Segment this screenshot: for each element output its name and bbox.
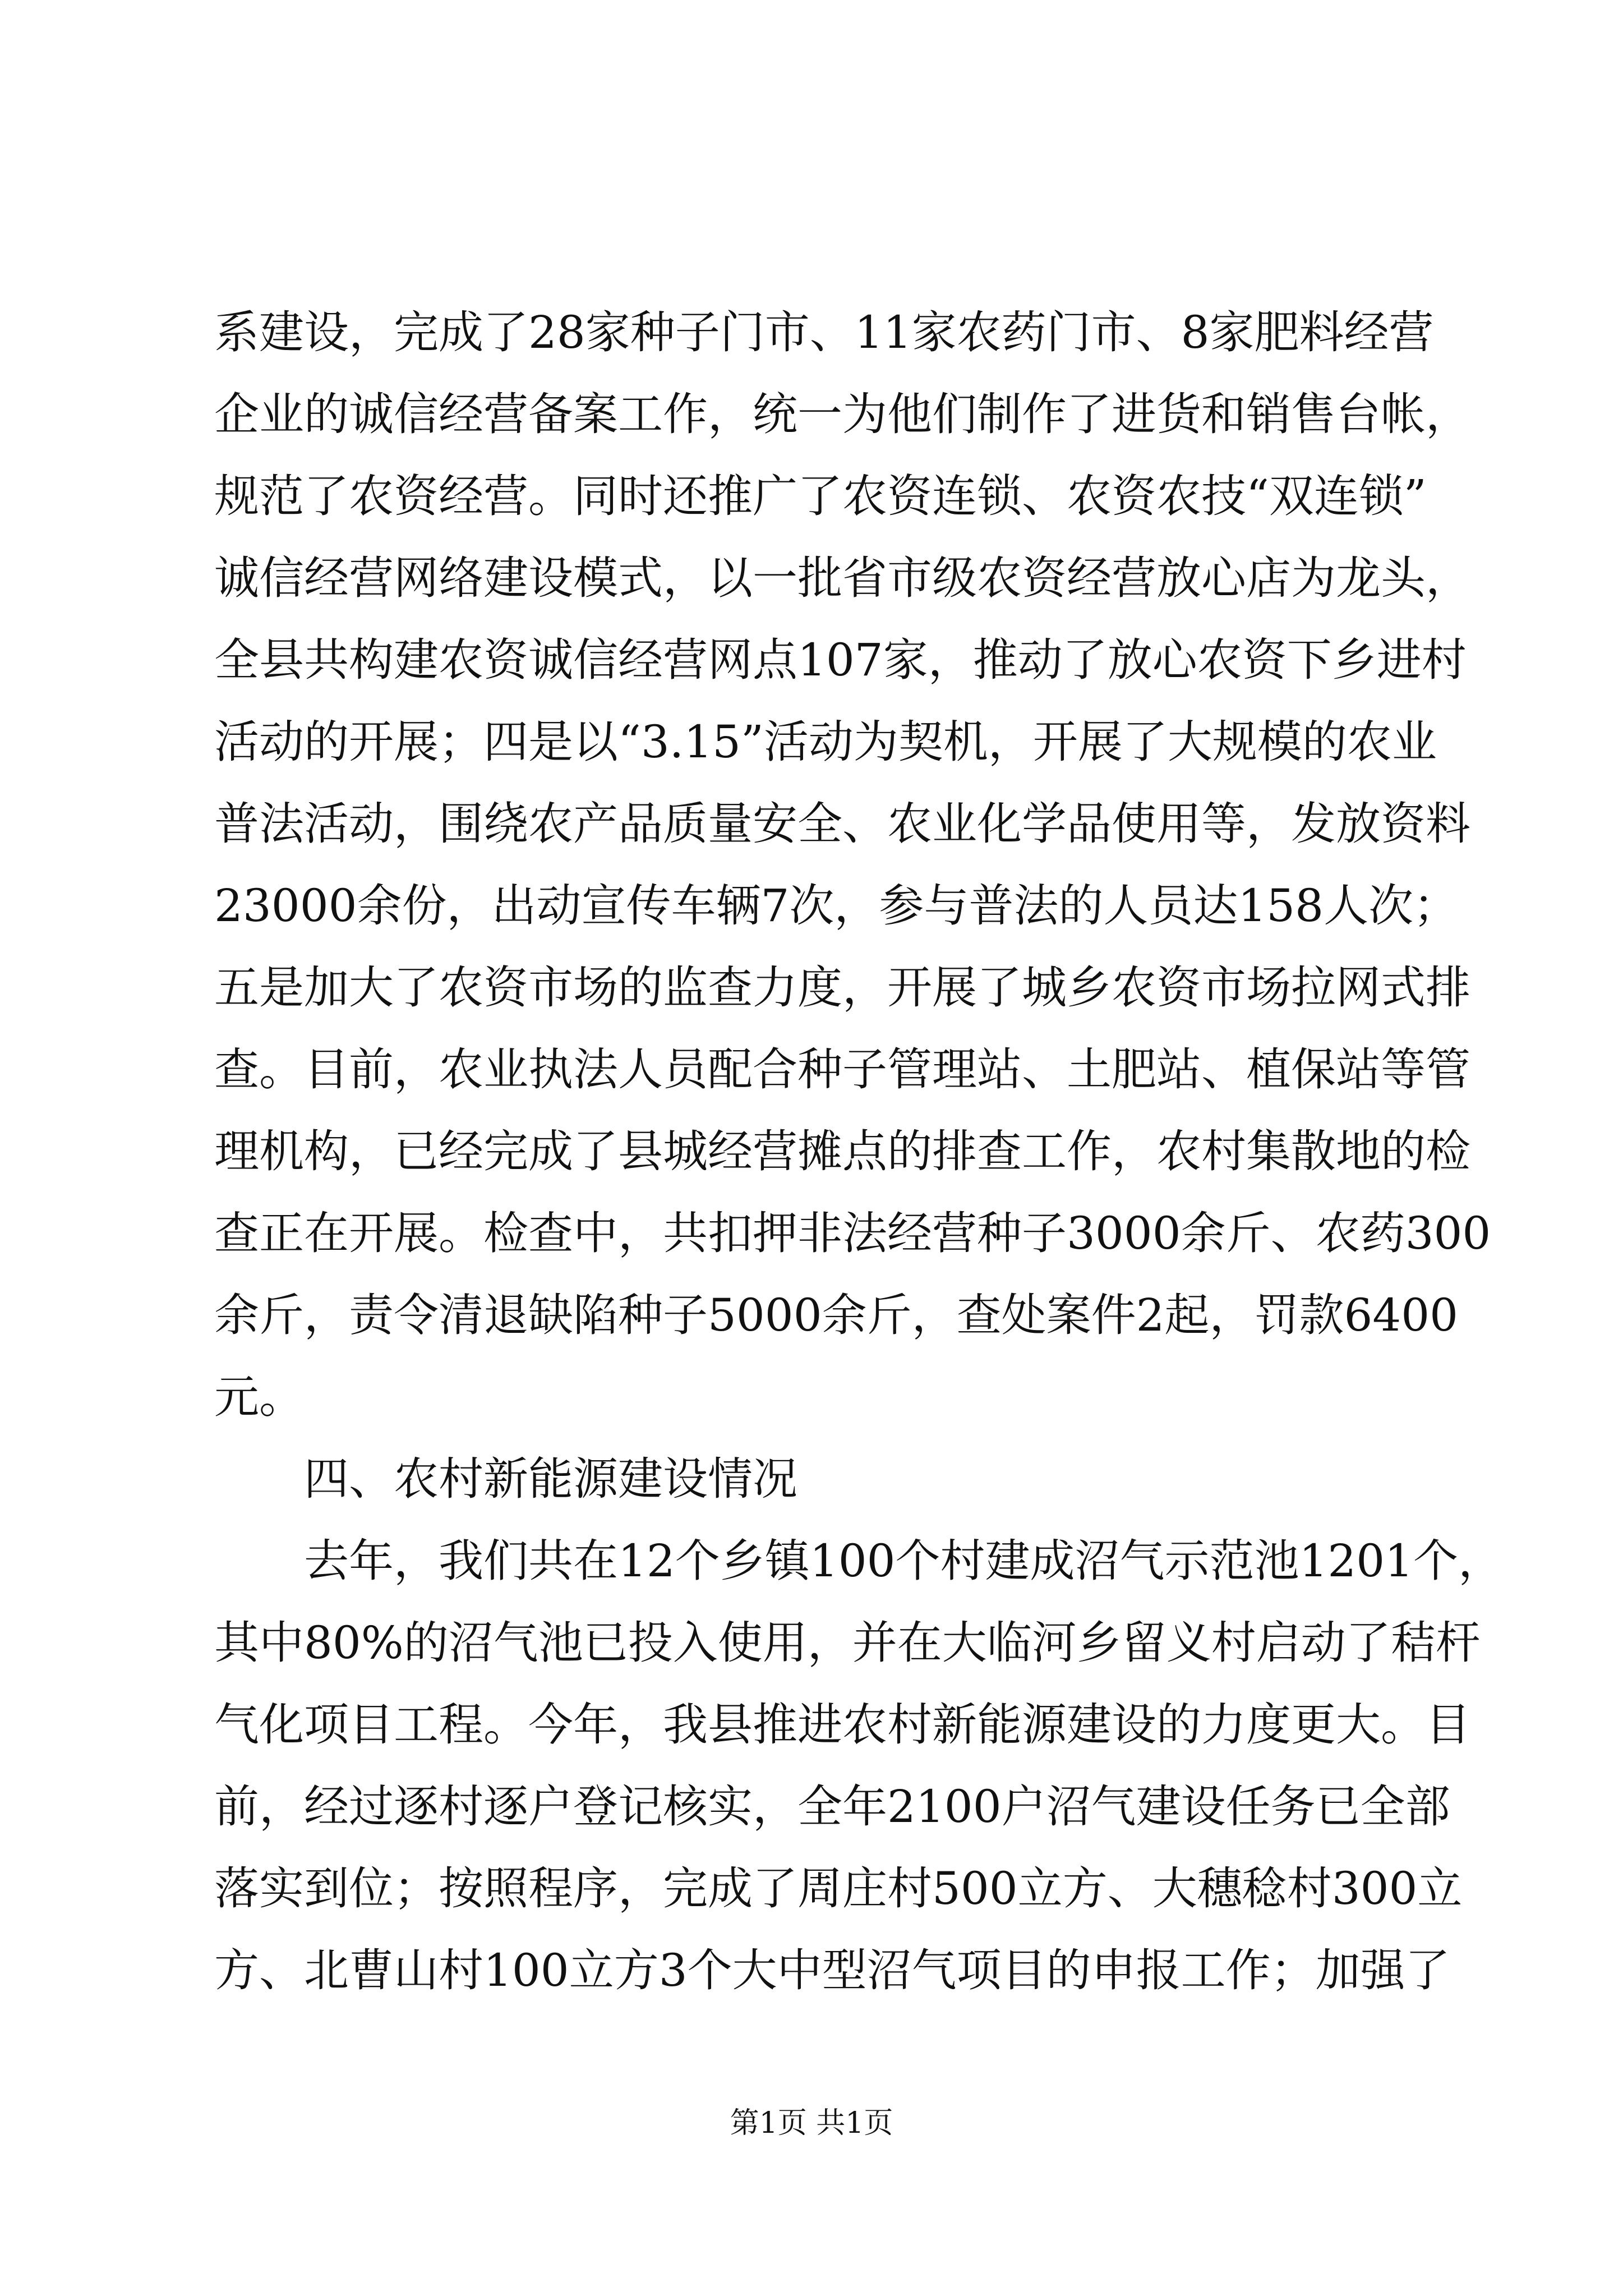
page-footer: [0, 2104, 1623, 2143]
text-line: 诚信经营网络建设模式，以一批省市级农资经营放心店为龙头，: [214, 552, 1470, 604]
text-line: 气化项目工程。今年，我县推进农村新能源建设的力度更大。目: [214, 1699, 1470, 1751]
text-line: 其中80%的沼气池已投入使用，并在大临河乡留义村启动了秸杆: [214, 1617, 1481, 1669]
text-line: 规范了农资经营。同时还推广了农资连锁、农资农技“双连锁”: [214, 470, 1427, 522]
text-line: 五是加大了农资市场的监查力度，开展了城乡农资市场拉网式排: [214, 961, 1470, 1014]
text-line: 查。目前，农业执法人员配合种子管理站、土肥站、植保站等管: [214, 1043, 1470, 1096]
text-line: 全县共构建农资诚信经营网点107家，推动了放心农资下乡进村: [214, 634, 1467, 686]
page-number: 第1页 共1页: [730, 2106, 893, 2140]
document-body: [214, 292, 1504, 2012]
text-line: 元。: [214, 1371, 304, 1423]
section-heading: 四、农村新能源建设情况: [304, 1453, 797, 1505]
text-line: 落实到位；按照程序，完成了周庄村500立方、大穗稔村300立: [214, 1862, 1463, 1915]
text-line: 23000余份，出动宣传车辆7次，参与普法的人员达158人次；: [214, 880, 1459, 932]
text-line: 查正在开展。检查中，共扣押非法经营种子3000余斤、农药300: [214, 1207, 1491, 1259]
text-line: 系建设，完成了28家种子门市、11家农药门市、8家肥料经营: [214, 306, 1434, 358]
text-line: 活动的开展；四是以“3.15”活动为契机，开展了大规模的农业: [214, 716, 1437, 768]
text-line: 余斤，责令清退缺陷种子5000余斤，查处案件2起，罚款6400: [214, 1289, 1459, 1341]
text-line: 前，经过逐村逐户登记核实，全年2100户沼气建设任务已全部: [214, 1780, 1450, 1833]
text-line: 理机构，已经完成了县城经营摊点的排查工作，农村集散地的检: [214, 1125, 1470, 1177]
text-line: 普法活动，围绕农产品质量安全、农业化学品使用等，发放资料: [214, 798, 1470, 850]
text-line: 方、北曹山村100立方3个大中型沼气项目的申报工作；加强了: [214, 1944, 1450, 1996]
text-line: 企业的诚信经营备案工作，统一为他们制作了进货和销售台帐，: [214, 388, 1470, 440]
text-line: 去年，我们共在12个乡镇100个村建成沼气示范池1201个，: [304, 1535, 1504, 1587]
